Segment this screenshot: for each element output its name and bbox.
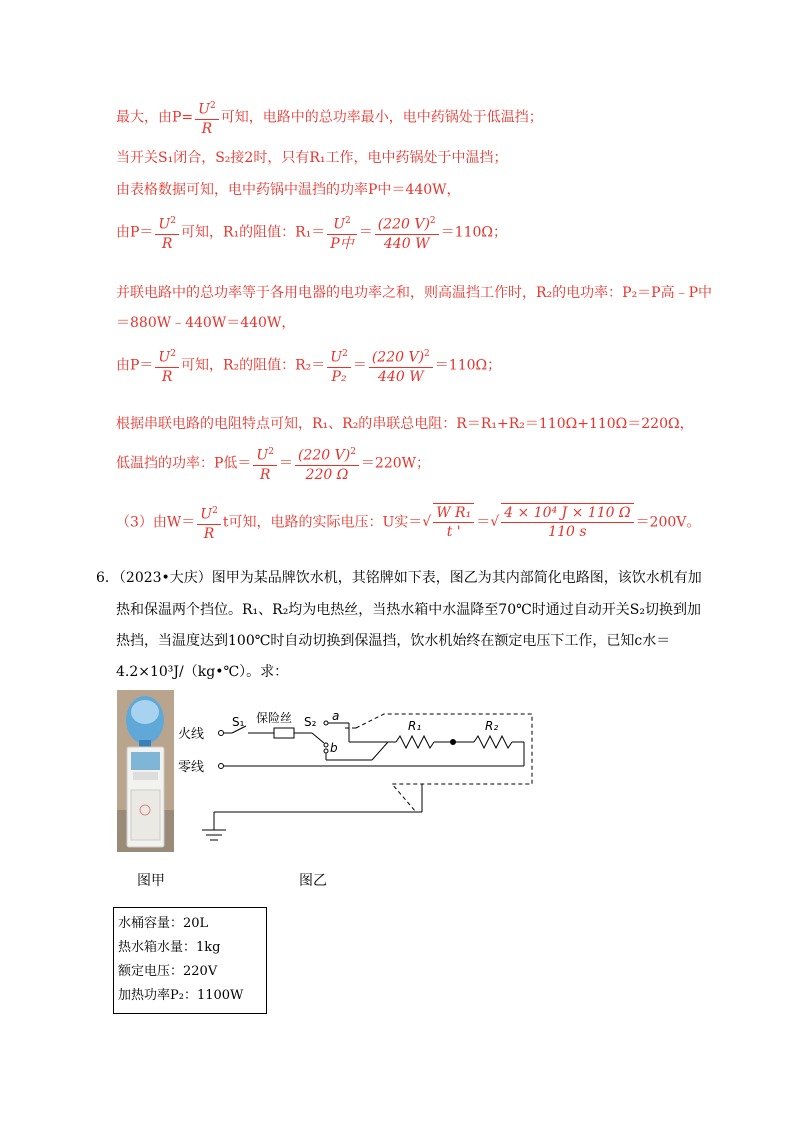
- spec-row: 水桶容量：20L: [118, 916, 209, 931]
- neutral-wire-label: 零线: [178, 760, 205, 775]
- spec-row: 热水箱水量：1kg: [118, 940, 221, 955]
- s2-label: S₂: [304, 715, 317, 729]
- fuse-label: 保险丝: [256, 711, 293, 725]
- question-6-line-2: 热和保温两个挡位。R₁、R₂均为电热丝，当热水箱中水温降至70℃时通过自动开关S₂切换到加: [116, 602, 701, 618]
- s1-label: S₁: [232, 715, 245, 729]
- caption-jia: 图甲: [137, 873, 165, 889]
- water-dispenser-photo: [117, 690, 174, 852]
- solution-line-1: 最大，由P= $\frac{U^2}{R}$ 可知，电路中的总功率最小，电中药锅处于低温挡；: [116, 97, 543, 138]
- r1-label: R₁: [408, 719, 422, 733]
- spec-row: 加热功率P₂：1100W: [118, 988, 244, 1003]
- solution-line-3: 由表格数据可知，电中药锅中温挡的功率P中＝440W，: [116, 182, 461, 198]
- question-6-line-4: 4.2×10³J/（kg•℃）。求：: [116, 664, 289, 680]
- contact-b-label: b: [330, 741, 338, 755]
- r2-label: R₂: [485, 719, 499, 733]
- solution-line-2: 当开关S₁闭合，S₂接2时，只有R₁工作，电中药锅处于中温挡；: [116, 150, 508, 166]
- solution-line-4: 由P＝ $\frac{U^2}{R}$ 可知，R₁的阻值：R₁＝ $\frac{U^2}{\text{P中}}$ ＝ $\frac{(220 V)^2}{440 W}$ ＝110Ω；: [116, 212, 507, 253]
- circuit-diagram: [174, 690, 554, 850]
- solution-line-5: 并联电路中的总功率等于各用电器的电功率之和，则高温挡工作时，R₂的电功率：P₂＝P高﹣P中: [116, 285, 713, 301]
- question-6-line-1: 6．（2023•大庆）图甲为某品牌饮水机，其铭牌如下表，图乙为其内部简化电路图，该饮水机有加: [96, 570, 702, 586]
- spec-table: [113, 907, 267, 1014]
- solution-line-6: ＝880W﹣440W＝440W，: [116, 315, 296, 331]
- contact-a-label: a: [332, 709, 340, 723]
- solution-line-10: （3）由W＝ $\frac{U^2}{R}$ t可知，电路的实际电压：U实＝√ $\frac{\text{W R₁}}{t '}$ ＝√ $\frac{\text{4 × 10⁴ J × 110 Ω}}{110 s}$ ＝200V。: [116, 502, 700, 543]
- live-wire-label: 火线: [178, 727, 205, 742]
- solution-line-7: 由P＝ $\frac{U^2}{R}$ 可知，R₂的阻值：R₂＝ $\frac{U^2}{\text{P₂}}$ ＝ $\frac{(220 V)^2}{440 W}$ ＝110Ω；: [116, 345, 501, 386]
- spec-row: 额定电压：220V: [118, 964, 218, 979]
- caption-yi: 图乙: [299, 873, 327, 889]
- solution-line-9: 低温挡的功率：P低＝ $\frac{U^2}{R}$ ＝ $\frac{(220 V)^2}{220 \Omega}$ ＝220W；: [116, 443, 430, 484]
- solution-line-8: 根据串联电路的电阻特点可知，R₁、R₂的串联总电阻：R＝R₁+R₂＝110Ω+110Ω＝220Ω，: [116, 416, 694, 432]
- question-6-line-3: 热挡，当温度达到100℃时自动切换到保温挡，饮水机始终在额定电压下工作，已知c水＝: [116, 633, 671, 649]
